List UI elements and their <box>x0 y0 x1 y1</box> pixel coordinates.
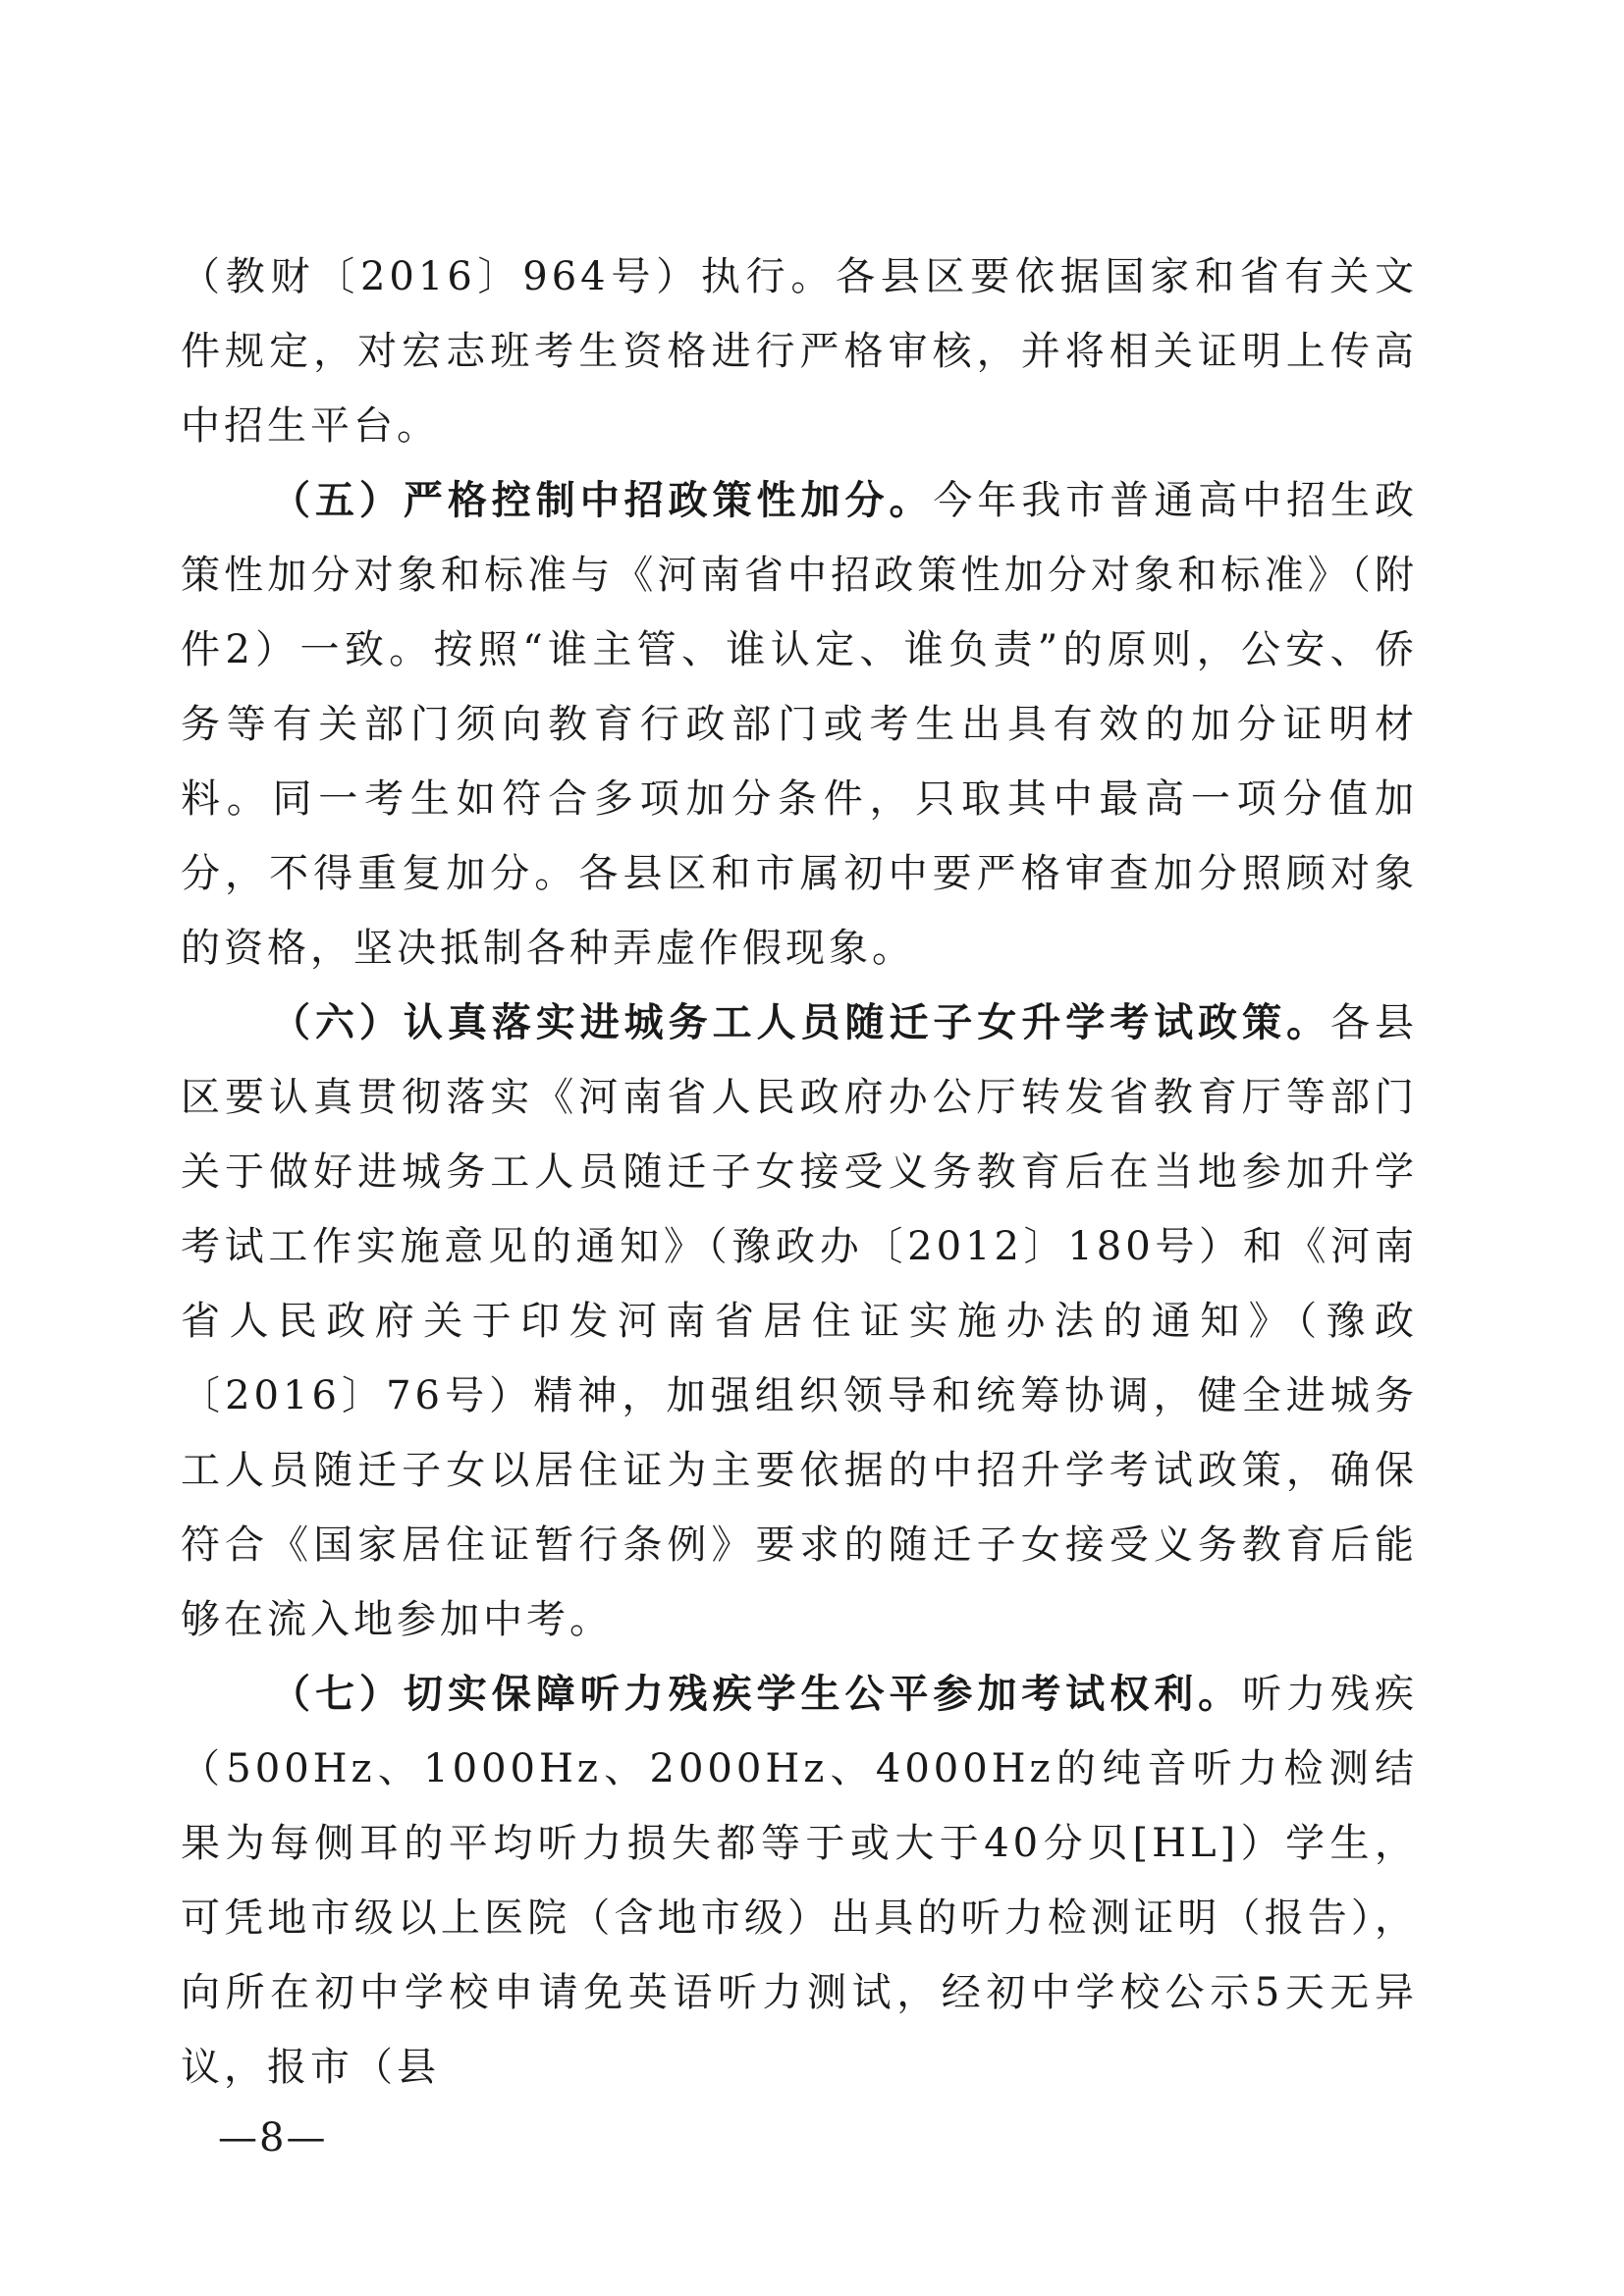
section-5-body: 今年我市普通高中招生政策性加分对象和标准与《河南省中招政策性加分对象和标准》（附件2）一致。按照“谁主管、谁认定、谁负责”的原则，公安、侨务等有关部门须向教育行政部门或考生出具有效的加分证明材料。同一考生如符合多项加分条件，只取其中最高一项分值加分，不得重复加分。各县区和市属初中要严格审查加分照顾对象的资格，坚决抵制各种弄虚作假现象。 <box>181 478 1419 971</box>
page-number: —8— <box>218 2115 328 2161</box>
section-6-paragraph <box>181 986 1418 1657</box>
section-5-paragraph <box>181 463 1418 986</box>
paragraph-continuation <box>181 240 1418 463</box>
document-body <box>181 240 1418 2105</box>
section-7-heading: （七）切实保障听力残疾学生公平参加考试权利。 <box>271 1672 1243 1717</box>
section-7-paragraph <box>181 1657 1418 2105</box>
section-6-heading: （六）认真落实进城务工人员随迁子女升学考试政策。 <box>271 1000 1331 1045</box>
section-6-body: 各县区要认真贯彻落实《河南省人民政府办公厅转发省教育厅等部门关于做好进城务工人员随迁子女接受义务教育后在当地参加升学考试工作实施意见的通知》（豫政办〔2012〕180号）和《河南省人民政府关于印发河南省居住证实施办法的通知》（豫政〔2016〕76号）精神，加强组织领导和统筹协调，健全进城务工人员随迁子女以居住证为主要依据的中招升学考试政策，确保符合《国家居住证暂行条例》要求的随迁子女接受义务教育后能够在流入地参加中考。 <box>181 1000 1419 1642</box>
section-5-heading: （五）严格控制中招政策性加分。 <box>271 478 934 523</box>
section-7-body: 听力残疾（500Hz、1000Hz、2000Hz、4000Hz的纯音听力检测结果为每侧耳的平均听力损失都等于或大于40分贝[HL]）学生，可凭地市级以上医院（含地市级）出具的听力检测证明（报告），向所在初中学校申请免英语听力测试，经初中学校公示5天无异议，报市（县 <box>181 1672 1419 2090</box>
paragraph-1-body: （教财〔2016〕964号）执行。各县区要依据国家和省有关文件规定，对宏志班考生资格进行严格审核，并将相关证明上传高中招生平台。 <box>181 254 1418 449</box>
